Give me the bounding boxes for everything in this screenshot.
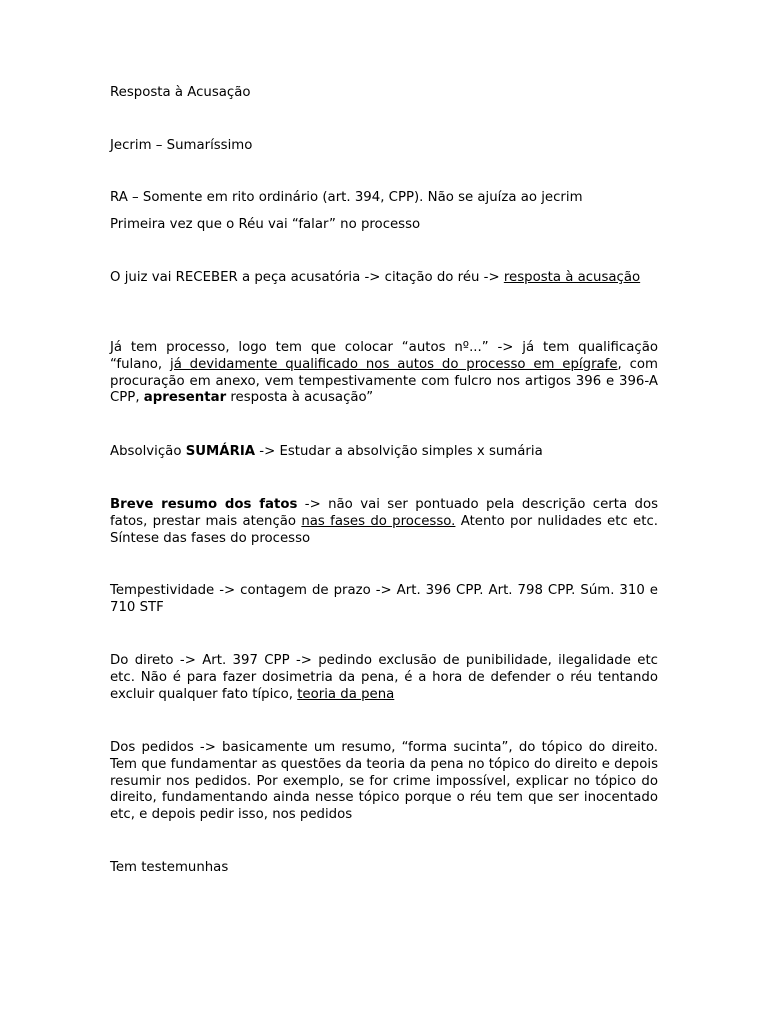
absolvicao-text-1: Absolvição (110, 444, 186, 459)
breve-bold: Breve resumo dos fatos (110, 497, 298, 512)
paragraph-dos-pedidos: Dos pedidos -> basicamente um resumo, “forma sucinta”, do tópico do direito. Tem que fundamentar as questões da teoria da pena no tópico do direito e depois resumir nos pedidos. Por exemplo, se for crime impossível, explicar no tópico do direito, fundamentando ainda nesse tópico porque o réu tem que ser inocentado etc, e depois pedir isso, nos pedidos (110, 740, 658, 823)
ja-tem-underlined: já devidamente qualificado nos autos do processo em epígrafe (170, 356, 618, 372)
note-ra: RA – Somente em rito ordinário (art. 394, CPP). Não se ajuíza ao jecrim (110, 190, 583, 205)
direto-text-1: Do direto -> Art. 397 CPP -> pedindo exclusão de punibilidade, ilegalidade etc etc. Não é para fazer dosimetria da pena, é a hora de defender o réu tentando excluir qualquer fato típico, (110, 653, 658, 702)
paragraph-absolvicao (110, 444, 658, 461)
absolvicao-text-2: -> Estudar a absolvição simples x sumária (255, 444, 543, 459)
ja-tem-text-2: , com procuração em anexo, vem tempestivamente com fulcro nos artigos 396 e 396-A CPP, (110, 356, 659, 406)
paragraph-do-direto (110, 653, 658, 703)
breve-text-1: -> não vai ser pontuado pela descrição certa dos fatos, prestar mais atenção (110, 497, 659, 529)
absolvicao-bold: SUMÁRIA (185, 444, 256, 459)
paragraph-tempestividade: Tempestividade -> contagem de prazo -> Art. 396 CPP. Art. 798 CPP. Súm. 310 e 710 STF (110, 583, 658, 615)
note-testemunhas: Tem testemunhas (110, 860, 229, 875)
juiz-underlined-link: resposta à acusação (503, 270, 641, 285)
direto-underlined: teoria da pena (297, 686, 395, 702)
doc-title: Resposta à Acusação (110, 85, 251, 100)
paragraph-breve-resumo (110, 497, 658, 547)
juiz-text: O juiz vai RECEBER a peça acusatória -> citação do réu -> (110, 270, 504, 285)
ja-tem-bold: apresentar (143, 390, 227, 406)
paragraph-ja-tem-processo (110, 340, 658, 407)
paragraph-juiz (110, 270, 658, 287)
ja-tem-text-1: Já tem processo, logo tem que colocar “autos nº...” -> já tem qualificação “fulano, (110, 340, 658, 372)
ja-tem-text-3: resposta à acusação” (226, 390, 374, 406)
note-jecrim: Jecrim – Sumaríssimo (110, 138, 253, 153)
breve-underlined: nas fases do processo. (301, 513, 456, 529)
note-primeira-vez: Primeira vez que o Réu vai “falar” no processo (110, 217, 421, 232)
breve-text-2: Atento por nulidades etc etc. Síntese das fases do processo (110, 513, 658, 546)
